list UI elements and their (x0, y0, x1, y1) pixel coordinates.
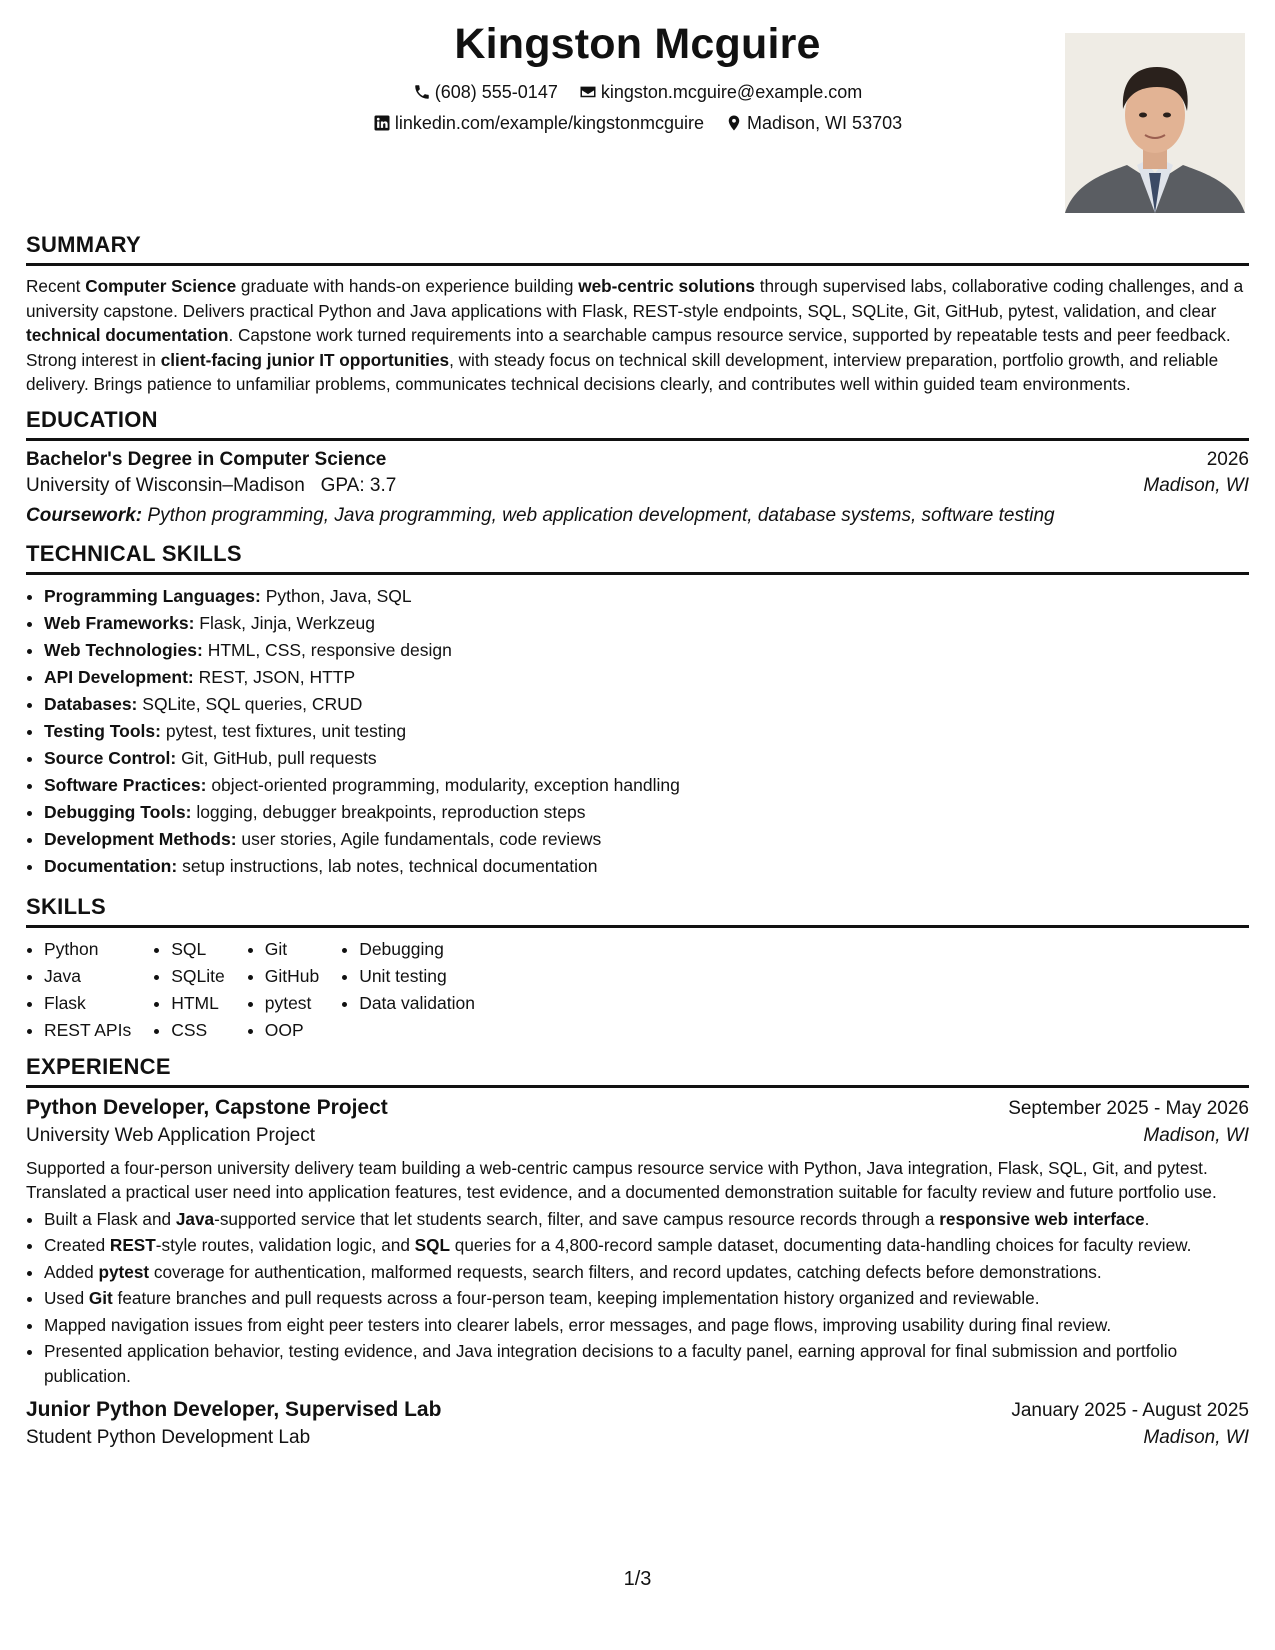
technical-skill-value: pytest, test fixtures, unit testing (165, 720, 407, 741)
technical-skill-value: HTML, CSS, responsive design (207, 639, 452, 660)
skill-item: • Debugging (359, 936, 475, 963)
bullet-segment: queries for a 4,800-record sample dataset, documenting data-handling choices for faculty review. (450, 1235, 1192, 1255)
technical-skill-label: Source Control: (44, 747, 177, 768)
job-bullet (44, 1233, 1249, 1258)
summary-segment: Recent (26, 276, 86, 296)
job-bullet (44, 1260, 1249, 1285)
skill-item: • SQLite (171, 963, 225, 990)
technical-skill-label: Documentation: (44, 855, 178, 876)
contact-phone[interactable] (413, 80, 558, 104)
envelope-icon (579, 83, 597, 101)
summary-segment: web-centric solutions (578, 276, 755, 296)
technical-skill-label: Web Technologies: (44, 639, 203, 660)
phone-text: (608) 555-0147 (434, 82, 558, 102)
skills-columns (26, 936, 1249, 1044)
technical-skill-value: logging, debugger breakpoints, reproduction steps (196, 801, 586, 822)
technical-skill-label: Programming Languages: (44, 585, 261, 606)
job-org-row (26, 1120, 1249, 1152)
skill-item: • Python (44, 936, 131, 963)
technical-skill-value: REST, JSON, HTTP (198, 666, 356, 687)
education-degree-row (26, 449, 1249, 471)
skill-item: • Data validation (359, 990, 475, 1017)
technical-skill-item (44, 583, 1249, 610)
job-dates: January 2025 - August 2025 (1011, 1400, 1249, 1421)
candidate-name: Kingston Mcguire (454, 20, 821, 68)
skill-item: • Flask (44, 990, 131, 1017)
technical-skill-value: setup instructions, lab notes, technical documentation (182, 855, 598, 876)
bullet-segment: -supported service that let students search, filter, and save campus resource records through a (214, 1208, 940, 1229)
bullet-segment: Built a Flask and (44, 1208, 176, 1229)
technical-skills-heading: TECHNICAL SKILLS (26, 541, 1249, 575)
skills-heading: SKILLS (26, 894, 1249, 928)
technical-skill-label: Development Methods: (44, 828, 237, 849)
technical-skill-label: Testing Tools: (44, 720, 161, 741)
skill-item: • GitHub (265, 963, 319, 990)
job-bullet (44, 1313, 1249, 1338)
technical-skill-item (44, 799, 1249, 826)
skills-column (26, 936, 131, 1044)
graduation-year: 2026 (1206, 448, 1249, 470)
job-title: Python Developer, Capstone Project (26, 1095, 388, 1119)
technical-skill-label: Debugging Tools: (44, 801, 192, 822)
job-location: Madison, WI (1143, 1124, 1249, 1146)
linkedin-icon (373, 114, 391, 132)
location-text: Madison, WI 53703 (747, 113, 903, 133)
email-text: kingston.mcguire@example.com (600, 82, 863, 102)
job-organization: University Web Application Project (26, 1124, 315, 1146)
education-school-row (26, 471, 1249, 501)
technical-skills-list (26, 583, 1249, 880)
bullet-segment: Added (44, 1261, 99, 1282)
technical-skill-item (44, 772, 1249, 799)
bullet-segment: responsive web interface (939, 1208, 1145, 1229)
skill-item: • CSS (171, 1017, 225, 1044)
gpa: GPA: 3.7 (320, 474, 397, 496)
contact-linkedin[interactable] (373, 111, 704, 135)
job-summary: Supported a four-person university delivery team building a web-centric campus resource service with Python, Java integration, Flask, SQL, Git, and pytest. Translated a practical user need into application features, test evidence, and a documented demonstration suitable for faculty review and future portfolio use. (26, 1157, 1217, 1202)
job-bullets (26, 1207, 1249, 1389)
map-pin-icon (725, 114, 743, 132)
technical-skill-label: Software Practices: (44, 774, 207, 795)
job-title-row (26, 1398, 1249, 1422)
bullet-segment: Git (88, 1288, 113, 1308)
technical-skill-value: Git, GitHub, pull requests (181, 747, 377, 768)
technical-skill-label: Databases: (44, 693, 138, 714)
summary-segment: through supervised labs, collaborative coding challenges, and a university capstone. Delivers practical Python and Java applications with Flask, REST-style endpoints, SQL, SQLite, Git, GitHub, pytest, validation, and clear (26, 276, 1244, 321)
bullet-segment: Used (44, 1288, 89, 1308)
bullet-segment: Mapped navigation issues from eight peer testers into clearer labels, error messages, and page flows, improving usability during final review. (44, 1314, 1112, 1335)
summary-heading: SUMMARY (26, 232, 1249, 266)
job-entry (26, 1398, 1249, 1454)
summary-segment: . Capstone work turned requirements into a searchable campus resource service, supported by repeatable tests and peer feedback. Strong interest in (26, 325, 1231, 370)
school-location: Madison, WI (1143, 474, 1249, 496)
technical-skill-value: user stories, Agile fundamentals, code reviews (241, 828, 602, 849)
technical-skill-value: Python, Java, SQL (265, 585, 412, 606)
technical-skill-item (44, 610, 1249, 637)
school-line (26, 471, 396, 501)
experience-heading: EXPERIENCE (26, 1054, 1249, 1088)
technical-skill-label: Web Frameworks: (44, 612, 195, 633)
coursework (26, 501, 1249, 531)
skills-column (341, 936, 475, 1044)
job-org-row (26, 1422, 1249, 1454)
bullet-segment: coverage for authentication, malformed requests, search filters, and record updates, catching defects before demonstrations. (149, 1261, 1102, 1282)
degree-name: Bachelor's Degree in Computer Science (26, 448, 387, 470)
technical-skill-item (44, 826, 1249, 853)
technical-skill-item (44, 664, 1249, 691)
skill-item: • REST APIs (44, 1017, 131, 1044)
experience-list (26, 1096, 1249, 1455)
coursework-list: Python programming, Java programming, web application development, database systems, software testing (147, 504, 1055, 526)
job-dates: September 2025 - May 2026 (1008, 1097, 1249, 1119)
coursework-label: Coursework: (26, 504, 143, 526)
job-bullet (44, 1286, 1249, 1311)
bullet-segment: . (1144, 1208, 1150, 1229)
job-title-row (26, 1096, 1249, 1120)
job-bullet (44, 1339, 1249, 1388)
technical-skill-value: object-oriented programming, modularity, exception handling (211, 774, 680, 795)
linkedin-text: linkedin.com/example/kingstonmcguire (394, 113, 705, 133)
bullet-segment: Presented application behavior, testing evidence, and Java integration decisions to a faculty panel, earning approval for final submission and portfolio publication. (44, 1341, 1178, 1386)
phone-icon (413, 83, 431, 101)
skill-item: • pytest (265, 990, 319, 1017)
profile-photo (1065, 33, 1245, 213)
contact-location (725, 111, 902, 135)
page-number: 1/3 (623, 1568, 652, 1590)
summary-segment: client-facing junior IT opportunities (160, 349, 450, 370)
technical-skill-label: API Development: (44, 666, 194, 687)
skill-item: • HTML (171, 990, 225, 1017)
bullet-segment: Java (175, 1208, 215, 1229)
summary-text (26, 274, 1249, 397)
technical-skill-item (44, 853, 1249, 880)
technical-skill-item (44, 637, 1249, 664)
education-heading: EDUCATION (26, 407, 1249, 441)
job-organization: Student Python Development Lab (26, 1427, 311, 1448)
summary-segment: Computer Science (85, 276, 237, 296)
skill-item: • SQL (171, 936, 225, 963)
skill-item: • Unit testing (359, 963, 475, 990)
bullet-segment: -style routes, validation logic, and (155, 1235, 415, 1255)
technical-skill-item (44, 745, 1249, 772)
school-name: University of Wisconsin–Madison (26, 474, 305, 496)
skills-column (153, 936, 225, 1044)
job-entry (26, 1096, 1249, 1389)
contact-email[interactable] (579, 80, 862, 104)
skill-item: • Java (44, 963, 131, 990)
summary-segment: , with steady focus on technical skill development, interview preparation, portfolio growth, and reliable delivery. Brings patience to unfamiliar problems, communicates technical decisions clearly, and contributes well within guided team environments. (26, 349, 1219, 394)
job-location: Madison, WI (1143, 1427, 1249, 1448)
bullet-segment: REST (109, 1235, 156, 1255)
technical-skill-value: SQLite, SQL queries, CRUD (142, 693, 363, 714)
skill-item: • Git (265, 936, 319, 963)
job-title: Junior Python Developer, Supervised Lab (26, 1398, 442, 1421)
resume-page (26, 0, 1249, 1454)
bullet-segment: Created (44, 1235, 110, 1255)
bullet-segment: SQL (414, 1235, 451, 1255)
technical-skill-value: Flask, Jinja, Werkzeug (199, 612, 376, 633)
summary-segment: technical documentation (26, 325, 229, 345)
bullet-segment: feature branches and pull requests across a four-person team, keeping implementation history organized and reviewable. (112, 1288, 1040, 1308)
resume-header (26, 0, 1249, 222)
skills-column (247, 936, 319, 1044)
technical-skill-item (44, 718, 1249, 745)
summary-segment: graduate with hands-on experience building (236, 276, 579, 296)
job-bullet (44, 1207, 1249, 1232)
bullet-segment: pytest (98, 1261, 150, 1282)
skill-item: • OOP (265, 1017, 319, 1044)
technical-skill-item (44, 691, 1249, 718)
